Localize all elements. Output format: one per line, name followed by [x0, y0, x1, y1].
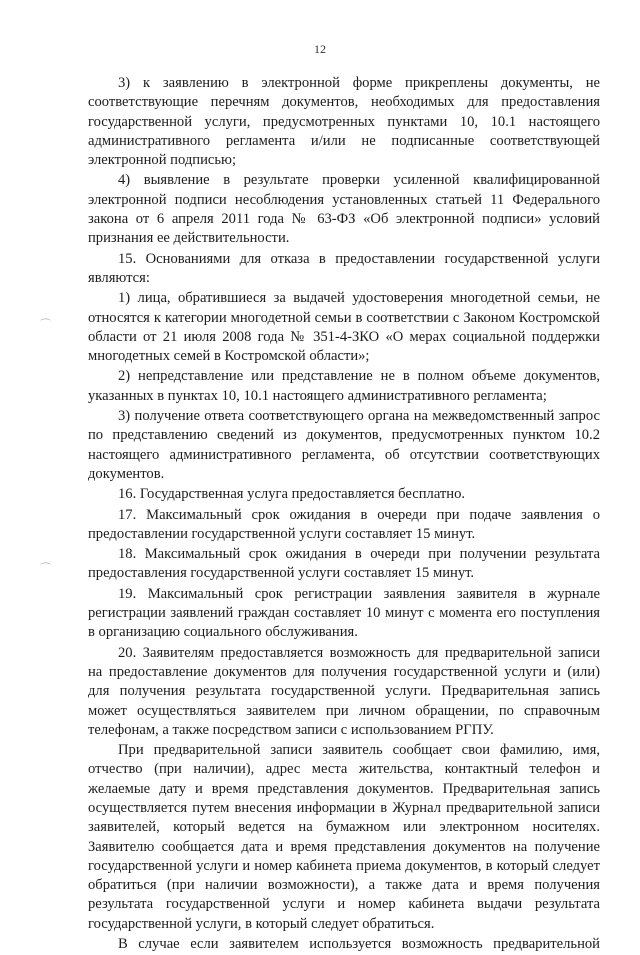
paragraph: 4) выявление в результате проверки усиленной квалифицированной электронной подписи несоблюдения установленных статьей 11 Федерального закона от 6 апреля 2011 года № 63-ФЗ «Об электронной подписи» условий признания ее действительности. [88, 172, 600, 247]
paragraph: При предварительной записи заявитель сообщает свои фамилию, имя, отчество (при наличии), адрес места жительства, контактный телефон и желаемые дату и время представления документов. Предварительная запись осуществляется путем внесения информации в Журнал предварительной записи заявителей, который ведется на бумажном или электронном носителях. Заявителю сообщается дата и время представления документов на получение государственной услуги и номер кабинета приема документов, в который следует обратиться (при наличии возможности), а также дата и время получения результата государственной услуги и номер кабинета выдачи результата государственной услуги, в который следует обратиться. [88, 742, 600, 932]
paragraph: 1) лица, обратившиеся за выдачей удостоверения многодетной семьи, не относятся к категории многодетной семьи в соответствии с Законом Костромской области от 21 июля 2008 года № 351-4-ЗКО «О мерах социальной поддержки многодетных семей в Костромской области»; [88, 290, 600, 365]
paragraph: 19. Максимальный срок регистрации заявления заявителя в журнале регистрации заявлений граждан составляет 10 минут с момента его поступления в организацию социального обслуживания. [88, 585, 600, 641]
scan-mark: ⌒ [40, 318, 51, 331]
paragraph: 17. Максимальный срок ожидания в очереди при подаче заявления о предоставлении государственной услуги составляет 15 минут. [88, 506, 600, 542]
paragraph: 2) непредставление или представление не в полном объеме документов, указанных в пунктах 10, 10.1 настоящего административного регламента; [88, 368, 600, 404]
document-body [88, 74, 600, 955]
paragraph: 3) к заявлению в электронной форме прикреплены документы, не соответствующие перечням документов, необходимых для предоставления государственной услуги, предусмотренных пунктами 10, 10.1 настоящего административного регламента и/или не подписанные соответствующей электронной подписью; [88, 75, 600, 169]
paragraph: 20. Заявителям предоставляется возможность для предварительной записи на предоставление документов для получения государственной услуги и (или) для получения результата государственной услуги. Предварительная запись может осуществляться заявителем при личном обращении, по справочным телефонам, а также посредством записи с использованием РГПУ. [88, 644, 600, 738]
paragraph: 18. Максимальный срок ожидания в очереди при получении результата предоставления государственной услуги составляет 15 минут. [88, 546, 600, 582]
paragraph: 15. Основаниями для отказа в предоставлении государственной услуги являются: [88, 250, 600, 286]
paragraph: В случае если заявителем используется возможность предварительной [118, 936, 600, 953]
scan-mark: ⌒ [40, 562, 51, 575]
paragraph: 3) получение ответа соответствующего органа на межведомственный запрос по представлению сведений из документов, предусмотренных пунктом 10.2 настоящего административного регламента, об отсутствии соответствующих документов. [88, 408, 600, 482]
paragraph: 16. Государственная услуга предоставляется бесплатно. [118, 486, 466, 503]
page-number: 12 [314, 42, 326, 56]
